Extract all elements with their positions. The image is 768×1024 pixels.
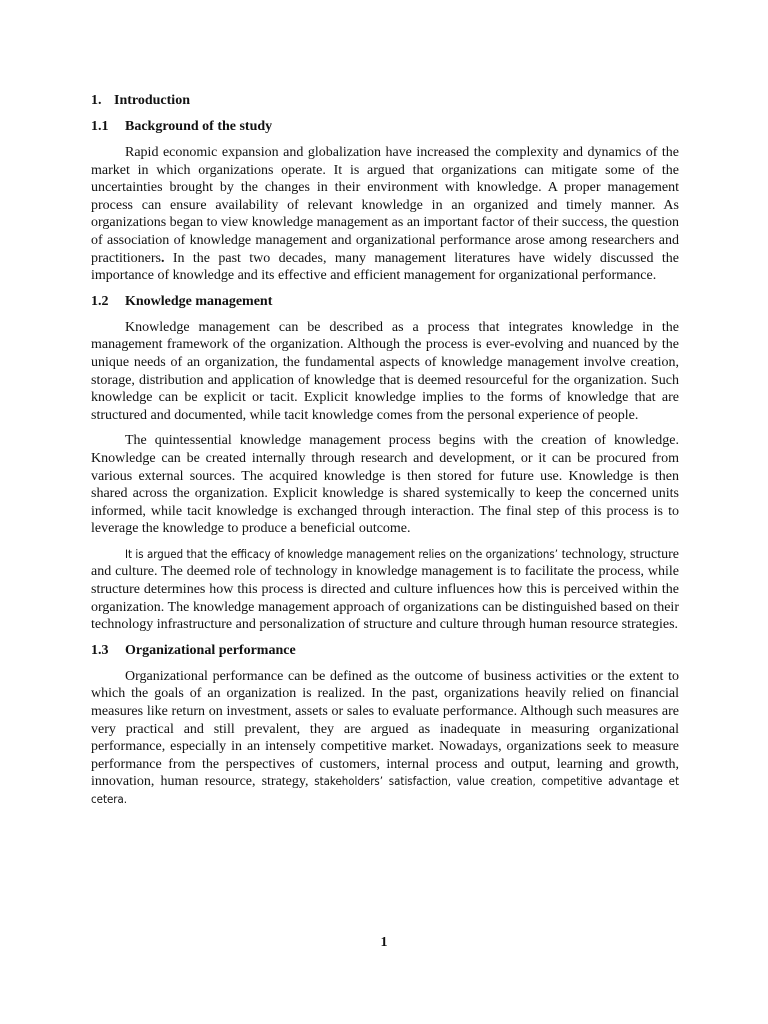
paragraph-org-performance: Organizational performance can be defined as the outcome of business activities or the extent to which the goals of an organization is realized. In the past, organizations heavily relied on financial measures like return on investment, assets or sales to evaluate performance. Although such measures are very practical and still prevalent, they are argued as inadequate in measuring organizational performance, especially in an intensely competitive market. Nowadays, organizations seek to measure performance from the perspectives of customers, internal process and output, learning and growth, innovation, human resource, strategy, stakeholders’ satisfaction, value creation, competitive advantage et cetera. xyxy=(91,668,679,806)
page-number: 1 xyxy=(380,935,388,950)
section-heading-introduction xyxy=(91,92,679,110)
section-number: 1.1 xyxy=(91,119,109,134)
paragraph-km-definition: Knowledge management can be described as a process that integrates knowledge in the management framework of the organization. Although the process is ever-evolving and nuanced by the unique needs of an organization, the fundamental aspects of knowledge management involve creation, storage, distribution and application of knowledge that is deemed resourceful for the organization. Such knowledge can be explicit or tacit. Explicit knowledge implies to the forms of knowledge that are structured and documented, while tacit knowledge comes from the personal experience of people. xyxy=(91,319,679,423)
section-number: 1.3 xyxy=(91,642,109,658)
section-title: Organizational performance xyxy=(125,642,296,658)
paragraph-km-process: The quintessential knowledge management process begins with the creation of knowledge. Knowledge can be created internally through research and development, or it can be procured from various external sources. The acquired knowledge is then stored for future use. Knowledge is then shared across the organization. Explicit knowledge is shared systemically to keep the concerned units informed, while tacit knowledge is exchanged through interaction. The final step of this process is to leverage the knowledge to produce a beneficial outcome. xyxy=(91,433,679,537)
document-page xyxy=(91,92,679,817)
section-title: Knowledge management xyxy=(125,293,273,309)
paragraph-km-efficacy: It is argued that the efficacy of knowledge management relies on the organizations’ technology, structure and culture. The deemed role of technology in knowledge management is to facilitate the process, while structure determines how this process is directed and culture influences how this is perceived within the organization. The knowledge management approach of organizations can be distinguished based on their technology infrastructure and personalization of structure and culture through human resource strategies. xyxy=(91,546,679,633)
section-number: 1. xyxy=(91,93,102,108)
paragraph-background: Rapid economic expansion and globalization have increased the complexity and dynamics of the market in which organizations operate. It is argued that organizations can mitigate some of the uncertainties brought by the changes in their environment with knowledge. A proper management process can ensure availability of relevant knowledge in an organized and timely manner. As organizations began to view knowledge management as an important factor of their success, the question of association of knowledge management and organizational performance arose among researchers and practitioners. In the past two decades, many management literatures have widely discussed the importance of knowledge and its effective and efficient management for organizational performance. xyxy=(91,145,679,284)
section-heading-organizational-performance xyxy=(91,642,679,660)
section-title: Background of the study xyxy=(125,119,273,134)
section-heading-knowledge-management xyxy=(91,293,679,311)
section-title: Introduction xyxy=(114,93,190,108)
section-number: 1.2 xyxy=(91,293,109,309)
section-heading-background xyxy=(91,118,679,136)
